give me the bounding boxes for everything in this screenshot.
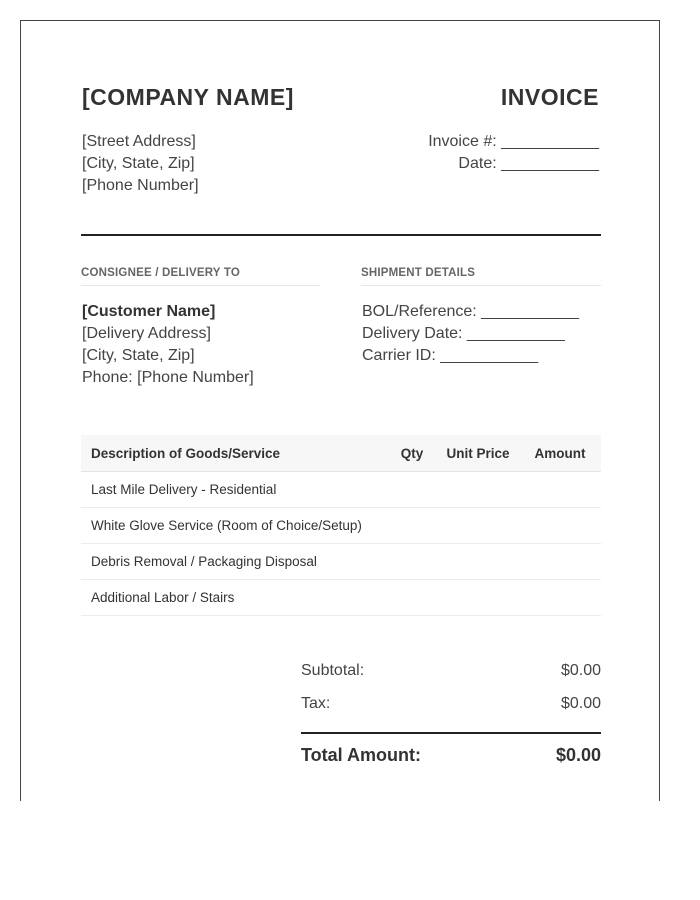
item-amount bbox=[519, 544, 601, 580]
tax-label: Tax: bbox=[301, 695, 331, 712]
consignee-block bbox=[82, 301, 254, 389]
item-description: Additional Labor / Stairs bbox=[81, 580, 387, 616]
tax-row bbox=[301, 690, 601, 723]
table-row bbox=[81, 508, 601, 544]
item-qty bbox=[387, 544, 437, 580]
column-header-amount: Amount bbox=[519, 435, 601, 472]
total-amount-value: $0.00 bbox=[555, 745, 601, 765]
item-unit-price bbox=[437, 580, 519, 616]
consignee-city-state-zip: [City, State, Zip] bbox=[82, 347, 195, 364]
shipment-section-title: SHIPMENT DETAILS bbox=[361, 267, 601, 286]
subtotal-row bbox=[301, 657, 601, 690]
total-amount-label: Total Amount: bbox=[301, 745, 421, 765]
column-header-unit-price: Unit Price bbox=[437, 435, 519, 472]
invoice-title: INVOICE bbox=[500, 84, 599, 110]
subtotal-label: Subtotal: bbox=[301, 662, 365, 679]
shipment-block bbox=[362, 301, 579, 367]
item-description: White Glove Service (Room of Choice/Setup) bbox=[81, 508, 387, 544]
header-divider bbox=[81, 234, 601, 236]
delivery-address: [Delivery Address] bbox=[82, 325, 211, 342]
item-description: Debris Removal / Packaging Disposal bbox=[81, 544, 387, 580]
consignee-section-title: CONSIGNEE / DELIVERY TO bbox=[81, 267, 320, 286]
item-unit-price bbox=[437, 544, 519, 580]
item-amount bbox=[519, 472, 601, 508]
company-name: [COMPANY NAME] bbox=[82, 84, 294, 110]
table-row bbox=[81, 580, 601, 616]
invoice-meta-block bbox=[428, 131, 599, 175]
invoice-document bbox=[20, 20, 660, 801]
table-header-row bbox=[81, 435, 601, 472]
invoice-number-field: Invoice #: ___________ bbox=[428, 133, 599, 150]
item-amount bbox=[519, 580, 601, 616]
bol-reference-field: BOL/Reference: ___________ bbox=[362, 303, 580, 320]
table-row bbox=[81, 544, 601, 580]
item-qty bbox=[387, 472, 437, 508]
item-description: Last Mile Delivery - Residential bbox=[81, 472, 387, 508]
totals-divider bbox=[301, 732, 601, 734]
item-qty bbox=[387, 580, 437, 616]
delivery-date-field: Delivery Date: ___________ bbox=[362, 325, 565, 342]
total-amount-row bbox=[301, 745, 601, 766]
carrier-id-field: Carrier ID: ___________ bbox=[362, 347, 539, 364]
company-address-block bbox=[82, 131, 199, 197]
tax-value: $0.00 bbox=[560, 695, 601, 712]
phone-number: [Phone Number] bbox=[82, 177, 199, 194]
item-unit-price bbox=[437, 508, 519, 544]
street-address: [Street Address] bbox=[82, 133, 196, 150]
column-header-qty: Qty bbox=[387, 435, 437, 472]
subtotal-value: $0.00 bbox=[560, 662, 601, 679]
totals-block bbox=[301, 657, 601, 766]
table-row bbox=[81, 472, 601, 508]
item-amount bbox=[519, 508, 601, 544]
column-header-description: Description of Goods/Service bbox=[81, 435, 387, 472]
invoice-date-field: Date: ___________ bbox=[458, 155, 599, 172]
customer-name: [Customer Name] bbox=[82, 303, 216, 320]
items-table bbox=[81, 435, 601, 616]
item-unit-price bbox=[437, 472, 519, 508]
consignee-phone: Phone: [Phone Number] bbox=[82, 369, 254, 386]
city-state-zip: [City, State, Zip] bbox=[82, 155, 195, 172]
item-qty bbox=[387, 508, 437, 544]
